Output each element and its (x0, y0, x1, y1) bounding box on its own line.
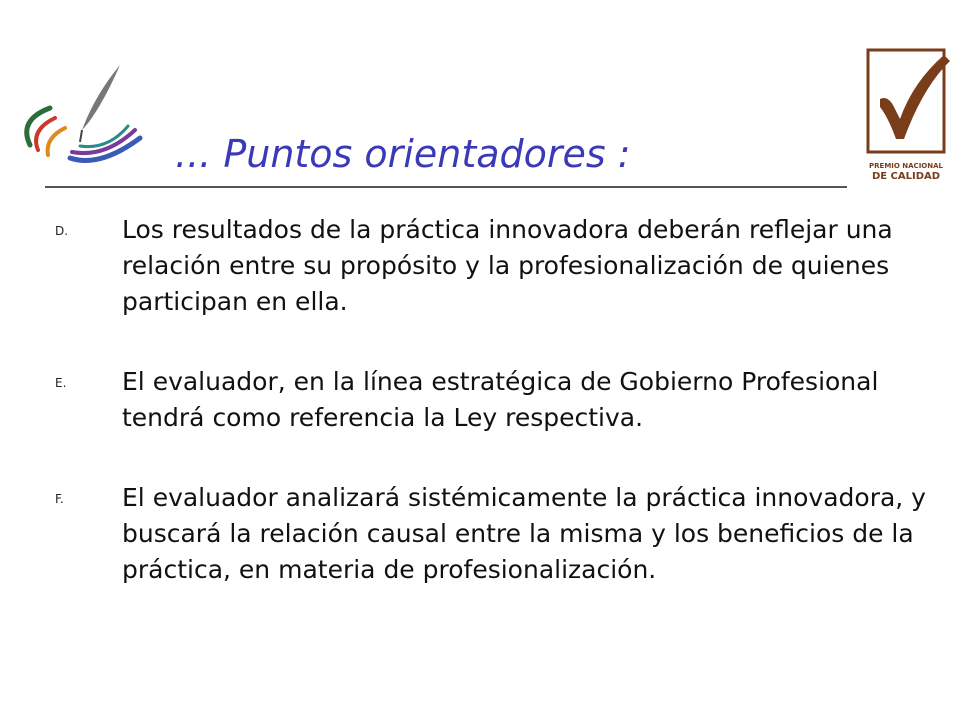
list-marker: E. (55, 376, 67, 390)
list-item-text: El evaluador, en la línea estratégica de Gobierno Profesional tendrá como referencia la Ley respectiva. (122, 367, 879, 432)
list-item-text: Los resultados de la práctica innovadora deberán reflejar una relación entre su propósito y la profesionalización de quienes participan en ella. (122, 215, 893, 316)
slide-title: ... Puntos orientadores : (175, 132, 631, 176)
seal-text-line2: DE CALIDAD (871, 171, 941, 182)
seal-text-line1: PREMIO NACIONAL (869, 162, 943, 170)
list-marker: D. (55, 224, 69, 238)
title-divider (45, 186, 847, 188)
list-item (55, 212, 935, 320)
premio-nacional-seal (858, 47, 954, 187)
list-item (55, 364, 935, 436)
list-marker: F. (55, 492, 64, 506)
bullet-list (55, 212, 935, 632)
list-item-text: El evaluador analizará sistémicamente la práctica innovadora, y buscará la relación causal entre la misma y los beneficios de la práctica, en materia de profesionalización. (122, 483, 926, 584)
list-item (55, 480, 935, 588)
swirl-feather-logo-icon (10, 60, 160, 180)
